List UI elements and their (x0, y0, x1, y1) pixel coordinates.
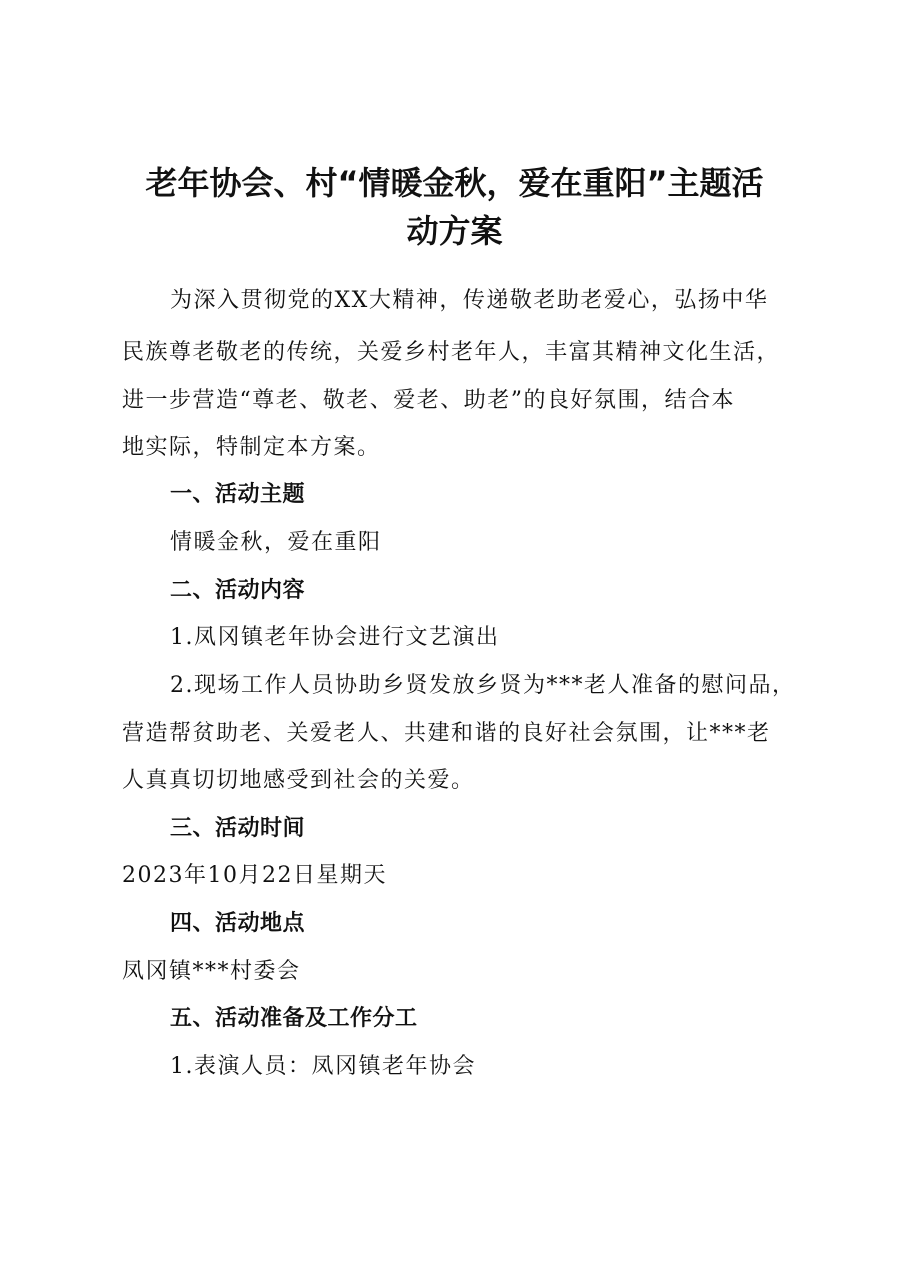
section-text-theme: 情暖金秋，爱在重阳 (170, 530, 382, 555)
content-item-1: 1.凤冈镇老年协会进行文艺演出 (170, 625, 500, 650)
section-heading-theme: 一、活动主题 (170, 482, 306, 507)
document-title-line-1: 老年协会、村“情暖金秋，爱在重阳”主题活 (145, 164, 764, 202)
intro-paragraph-line-2: 民族尊老敬老的传统，关爱乡村老年人，丰富其精神文化生活， (122, 340, 781, 365)
content-item-2-line-1: 2.现场工作人员协助乡贤发放乡贤为***老人准备的慰问品， (170, 673, 796, 698)
section-text-time: 2023年10月22日星期天 (122, 863, 387, 888)
preparation-item-1: 1.表演人员：凤冈镇老年协会 (170, 1054, 476, 1079)
content-item-2-line-2: 营造帮贫助老、关爱老人、共建和谐的良好社会氛围，让***老 (122, 721, 771, 746)
section-heading-location: 四、活动地点 (170, 911, 306, 936)
intro-paragraph-line-4: 地实际，特制定本方案。 (122, 435, 381, 460)
intro-paragraph-line-3: 进一步营造“尊老、敬老、爱老、助老”的良好氛围，结合本 (122, 388, 735, 413)
document-title-line-2: 动方案 (406, 212, 503, 250)
section-heading-time: 三、活动时间 (170, 816, 306, 841)
section-text-location: 凤冈镇***村委会 (122, 959, 301, 984)
section-heading-preparation: 五、活动准备及工作分工 (170, 1006, 418, 1031)
content-item-2-line-3: 人真真切切地感受到社会的关爱。 (122, 768, 475, 793)
section-heading-content: 二、活动内容 (170, 578, 306, 603)
intro-paragraph-line-1: 为深入贯彻党的XX大精神，传递敬老助老爱心，弘扬中华 (170, 288, 769, 313)
